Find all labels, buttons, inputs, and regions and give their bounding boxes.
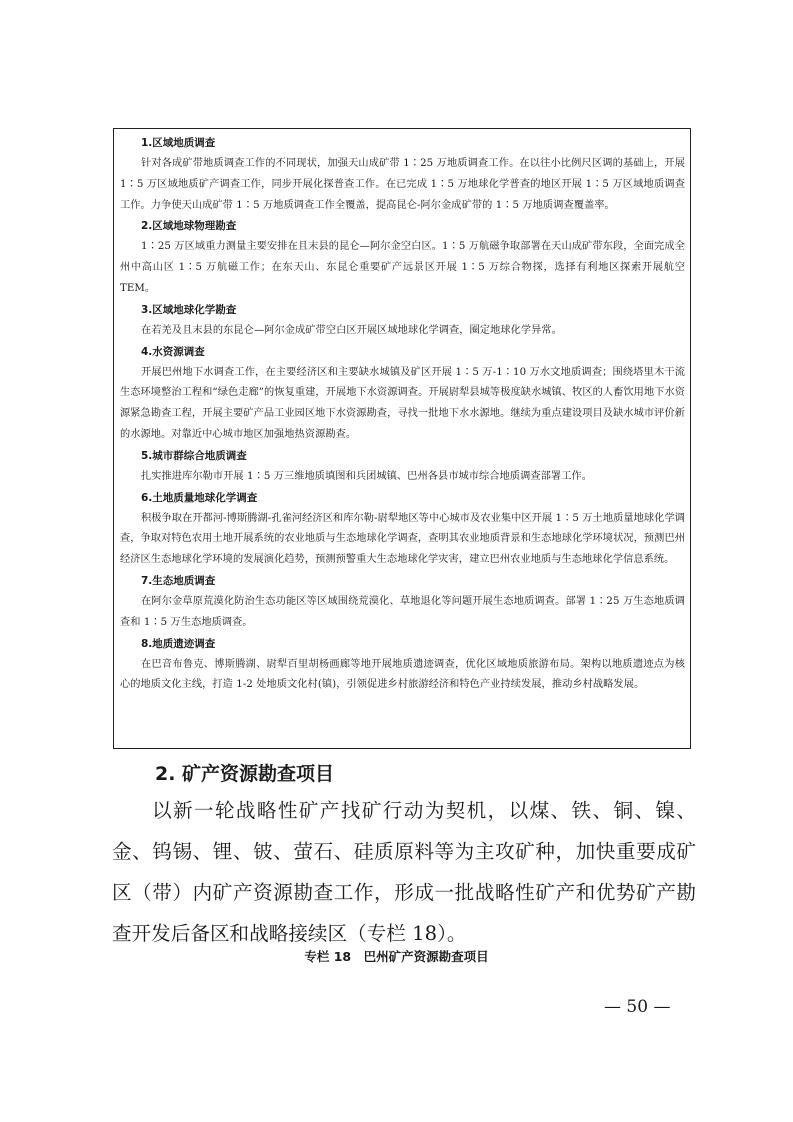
section-title: 5.城市群综合地质调查 bbox=[141, 449, 247, 462]
section-body: 开展巴州地下水调查工作，在主要经济区和主要缺水城镇及矿区开展 1∶5 万-1∶10 万水文地质调查；围绕塔里木干流生态环境整治工程和“绿色走廊”的恢复重建，开展地下水资源调查。开展尉犁县城等极度缺水城镇、牧区的人畜饮用地下水资源紧急勘查工程，开展主要矿产品工业园区地下水资源勘查，寻找一批地下水水源地。继续为重点建设项目及缺水城市评价新的水源地。对靠近中心城市地区加强地热资源勘查。 bbox=[120, 366, 686, 440]
section-body: 在阿尔金草原荒漠化防治生态功能区等区域围绕荒漠化、草地退化等问题开展生态地质调查。部署 1∶25 万生态地质调查和 1∶5 万生态地质调查。 bbox=[120, 595, 685, 628]
section-water-resources bbox=[120, 342, 685, 446]
section-geological-heritage bbox=[120, 634, 685, 697]
section-body: 针对各成矿带地质调查工作的不同现状，加强天山成矿带 1∶25 万地质调查工作。在以往小比例尺区调的基础上，开展 1∶5 万区域地质矿产调查工作，同步开展化探普查工作。在已完成 1∶5 万地球化学普查的地区开展 1∶5 万区域地质调查工作。力争使天山成矿带 1∶5 万地质调查工作全覆盖，提高昆仑-阿尔金成矿带的 1∶5 万地质调查覆盖率。 bbox=[120, 158, 685, 211]
section-regional-geology bbox=[120, 133, 685, 216]
section-title: 2.区域地球物理勘查 bbox=[141, 220, 237, 233]
body-paragraph: 以新一轮战略性矿产找矿行动为契机，以煤、铁、铜、镍、金、钨锡、锂、铍、萤石、硅质原料等为主攻矿种，加快重要成矿区（带）内矿产资源勘查工作，形成一批战略性矿产和优势矿产勘查开发后备区和战略接续区（专栏 18）。 bbox=[112, 799, 696, 945]
special-column-box bbox=[113, 128, 691, 749]
section-title: 1.区域地质调查 bbox=[141, 137, 216, 149]
section-title: 8.地质遗迹调查 bbox=[141, 637, 216, 650]
section-body: 1∶25 万区域重力测量主要安排在且末县的昆仑—阿尔金空白区。1∶5 万航磁争取部署在天山成矿带东段，全面完成全州中高山区 1∶5 万航磁工作；在东天山、东昆仑重要矿产远景区开展 1∶5 万综合物探，选择有利地区探索开展航空 TEM。 bbox=[120, 241, 685, 294]
column-caption: 专栏 18 巴州矿产资源勘查项目 bbox=[304, 949, 489, 964]
section-heading: 2. 矿产资源勘查项目 bbox=[155, 763, 335, 785]
section-title: 7.生态地质调查 bbox=[141, 574, 216, 587]
section-body: 在若羌及且末县的东昆仑—阿尔金成矿带空白区开展区域地球化学调查，圈定地球化学异常。 bbox=[141, 324, 562, 336]
section-urban-geology bbox=[120, 446, 685, 488]
section-geophysics bbox=[120, 216, 685, 299]
section-geochemistry bbox=[120, 300, 685, 342]
section-ecological-geology bbox=[120, 571, 685, 634]
section-title: 4.水资源调查 bbox=[141, 345, 205, 358]
page-number: — 50 — bbox=[604, 997, 671, 1017]
section-land-quality bbox=[120, 488, 685, 571]
section-body: 在巴音布鲁克、博斯腾湖、尉犁百里胡杨画廊等地开展地质遗迹调查，优化区域地质旅游布局。架构以地质遗迹点为核心的地质文化主线，打造 1-2 处地质文化村(镇)，引领促进乡村旅游经济和特色产业持续发展，推动乡村战略发展。 bbox=[120, 658, 685, 691]
section-body: 积极争取在开都河-博斯腾湖-孔雀河经济区和库尔勒-尉犁地区等中心城市及农业集中区开展 1∶5 万土地质量地球化学调查，争取对特色农用土地开展系统的农业地质与生态地球化学调查，查明其农业地质背景和生态地球化学环境状况，预测巴州经济区生态地球化学环境的发展演化趋势，预测预警重大生态地球化学灾害，建立巴州农业地质与生态地球化学信息系统。 bbox=[120, 512, 685, 566]
section-body: 扎实推进库尔勒市开展 1∶5 万三维地质填图和兵团城镇、巴州各县市城市综合地质调查部署工作。 bbox=[141, 470, 592, 482]
section-title: 3.区域地球化学勘查 bbox=[141, 303, 237, 316]
section-title: 6.土地质量地球化学调查 bbox=[141, 491, 258, 504]
